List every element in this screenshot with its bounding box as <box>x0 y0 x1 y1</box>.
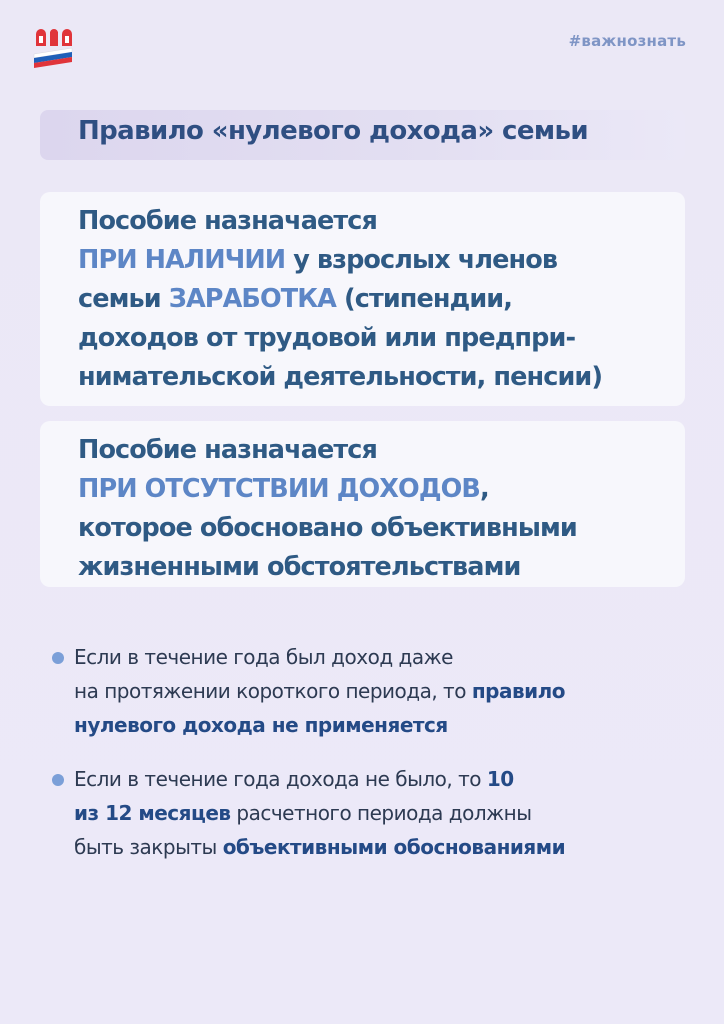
hashtag-label: #важнознать <box>568 32 686 50</box>
text-span: расчетного периода должны <box>230 801 532 825</box>
info-card-no-income <box>40 421 685 587</box>
list-item-text <box>74 640 565 742</box>
text-span: Если в течение года дохода не было, то <box>74 767 487 791</box>
card-line-text: (стипендии, <box>336 284 513 314</box>
highlight-text: ЗАРАБОТКА <box>168 284 336 314</box>
pfr-logo-icon <box>30 28 76 72</box>
card-line-text: у взрослых членов <box>285 245 558 275</box>
card-text <box>78 431 677 587</box>
bold-text: из 12 месяцев <box>74 801 231 825</box>
text-line: Если в течение года был доход даже <box>74 645 453 669</box>
card-line: Пособие назначается <box>78 435 377 465</box>
title-bar <box>40 110 685 160</box>
bold-text: объективными обоснованиями <box>222 835 566 859</box>
card-line <box>78 241 677 280</box>
info-card-income <box>40 192 685 406</box>
card-line <box>78 280 677 319</box>
text-span: на протяжении короткого периода, то <box>74 679 472 703</box>
list-item-text <box>74 762 565 864</box>
card-line: жизненными обстоятельствами <box>78 552 521 582</box>
highlight-text: ПРИ НАЛИЧИИ <box>78 245 286 275</box>
text-line <box>74 762 565 796</box>
text-line <box>74 674 565 708</box>
bold-text: нулевого дохода не применяется <box>74 713 448 737</box>
card-line <box>78 470 677 509</box>
card-line-text: , <box>479 474 489 504</box>
bullet-dot-icon <box>52 774 64 786</box>
card-line: доходов от трудовой или предпри- <box>78 323 576 353</box>
card-line: которое обосновано объективными <box>78 513 577 543</box>
card-line-text: семьи <box>78 284 169 314</box>
text-line <box>74 796 565 830</box>
text-line <box>74 830 565 864</box>
bullet-dot-icon <box>52 652 64 664</box>
card-line: нимательской деятельности, пенсии) <box>78 362 603 392</box>
card-line: Пособие назначается <box>78 206 377 236</box>
page-title: Правило «нулевого дохода» семьи <box>78 116 588 146</box>
bold-text: правило <box>471 679 566 703</box>
bold-text: 10 <box>486 767 514 791</box>
card-text <box>78 202 677 397</box>
text-line <box>74 708 565 742</box>
text-span: быть закрыты <box>74 835 223 859</box>
highlight-text: ПРИ ОТСУТСТВИИ ДОХОДОВ <box>78 474 480 504</box>
